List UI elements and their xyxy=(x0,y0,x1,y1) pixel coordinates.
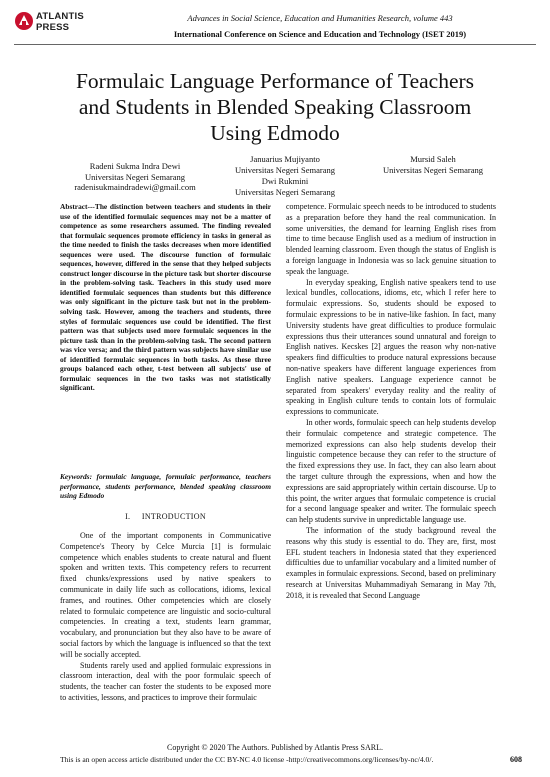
header-rule xyxy=(14,44,536,45)
page-number: 608 xyxy=(510,755,522,764)
author-name: Dwi Rukmini xyxy=(261,176,309,186)
paragraph: In other words, formulaic speech can help students develop their formulaic competence and strategic competence. The memorized expressions can also help students develop their linguistic competence because they can refer to the structure of the fixed expressions they use. In fact, they can also learn about the target culture through the expressions, when and how the expressions are said appropriately within certain discourse. Up to this point, the writer argues that formulaic competence is crucial for a second language speaker and writer. The formulaic speech can help students survive in unpredictable language use. xyxy=(286,417,496,525)
atlantis-logo-icon xyxy=(14,11,34,31)
author-affiliation: Universitas Negeri Semarang xyxy=(234,164,336,175)
keywords: Keywords: formulaic language, formulaic performance, teachers performance, students performance, blended speaking classroom using Edmodo xyxy=(60,472,271,501)
abstract: Abstract---The distinction between teachers and students in their use of the identified formulaic sequences may not be a matter of competence as some researchers assumed. The finding revealed that formulaic sequences promote efficiency in tasks in general as the time needed to finish the tasks decreases when more identified sequences were used. The discourse function of formulaic sequences, however, differed in the sense that they helped subjects construct longer discourse in the picture task but shorter discourse in the problem-solving task. Teachers in this study used more identified formulaic sequences than students but this difference was only significant in the picture task but not in the problem-solving task. However, among the teachers and students, three styles of formulaic sequences use could be identified. The first pattern was that subjects used more formulaic sequences in the picture task than in the problem-solving task. The second pattern was vice versa; and the third pattern was subjects have similar use of identified formulaic sequences in both tasks. As these three groups balanced each other, t-test between all subjects' use of formulaic sequences in the two tasks was not statistically significant. xyxy=(60,202,271,393)
logo-text xyxy=(36,11,84,33)
journal-header: Advances in Social Science, Education and Humanities Research, volume 443 xyxy=(187,13,453,23)
paper-title xyxy=(30,68,520,146)
section-heading-introduction: I. INTRODUCTION xyxy=(125,512,206,521)
author-name: Mursid Saleh xyxy=(410,154,456,164)
author-block-4 xyxy=(358,154,508,175)
paragraph: One of the important components in Communicative Competence's Theory by Celce Murcia [1] is formulaic competence which enables students to create natural and fluent spoken and written texts. This competency refers to recurrent fixed chunks/expressions used by native speakers to communicate in daily life such as collocations, idioms, lexical frames, and routines. Other competencies which are closely related to formulaic competence are linguistic and socio-cultural competencies. In creating a text, students learn grammar, vocabulary, and pronunciation but they also have to be aware of social factors by which the language is influenced so that the text will be socially accepted. xyxy=(60,531,271,659)
logo-line1: ATLANTIS xyxy=(36,11,84,22)
author-affiliation: Universitas Negeri Semarang xyxy=(382,164,484,175)
title-line1: Formulaic Language Performance of Teachers xyxy=(75,69,475,93)
author-email: radenisukmaindradewi@gmail.com xyxy=(74,182,196,192)
title-line3: Using Edmodo xyxy=(210,121,340,145)
paragraph: competence. Formulaic speech needs to be introduced to students as a preparation before they hand the real communication. In some universities, the demand for learning English rises from time to time because English used as a medium of instruction in blended learning classroom. Even though the status of English is a foreign language in Indonesia was so lack genuine situation to speak the language. xyxy=(286,202,496,276)
author-affiliation: Universitas Negeri Semarang xyxy=(84,171,186,182)
author-block-2 xyxy=(210,154,360,175)
author-block-1 xyxy=(60,161,210,193)
copyright-notice: Copyright © 2020 The Authors. Published by Atlantis Press SARL. xyxy=(167,743,383,752)
paragraph: In everyday speaking, English native speakers tend to use lexical bundles, collocations, idioms, etc, which I refer here to formulaic expressions. So, students should be exposed to formulaic expressions to be in native-like fashion. In fact, many University students have great difficulties to produce formulaic expressions thus their utterances sound unnatural and foreign to English natives. Kecskes [2] argues the reason why non-native speakers find difficulties to produce natural expressions because non-native speakers have different language experiences from English native speakers. Language experience cannot be separated from speakers' everyday reality and the reality of speaking in English culture tends to contain lots of formulaic expressions to communicate. xyxy=(286,277,496,417)
paragraph: Students rarely used and applied formulaic expressions in classroom interaction, deal with the poor formulaic speech of students, the teacher can foster the students to be exposed more to activities, lessons, and practices to improve their formulaic xyxy=(60,660,271,702)
conference-header: International Conference on Science and Education and Technology (ISET 2019) xyxy=(173,29,467,39)
logo-line2: PRESS xyxy=(36,22,70,33)
right-column-body xyxy=(286,202,496,601)
paragraph: The information of the study background reveal the reasons why this study is essential to do. They are, first, most EFL student teachers in Indonesia stated that they experienced difficulties due to unfamiliar vocabulary and a limited number of examples in formulaic expressions. Second, based on preliminary research at Universitas Muhammadiyah Semarang in May 7th, 2018, it is revealed that Second Language xyxy=(286,525,496,600)
title-line2: and Students in Blended Speaking Classroom xyxy=(78,95,472,119)
left-column-body xyxy=(60,531,271,704)
license-notice: This is an open access article distributed under the CC BY-NC 4.0 license -http://creativecommons.org/licenses/by-nc/4.0/. xyxy=(60,755,434,764)
author-affiliation: Universitas Negeri Semarang xyxy=(234,186,336,197)
author-name: Radeni Sukma Indra Dewi xyxy=(89,161,181,171)
author-name: Januarius Mujiyanto xyxy=(250,154,320,164)
atlantis-press-logo xyxy=(14,9,94,37)
author-block-3 xyxy=(210,176,360,197)
